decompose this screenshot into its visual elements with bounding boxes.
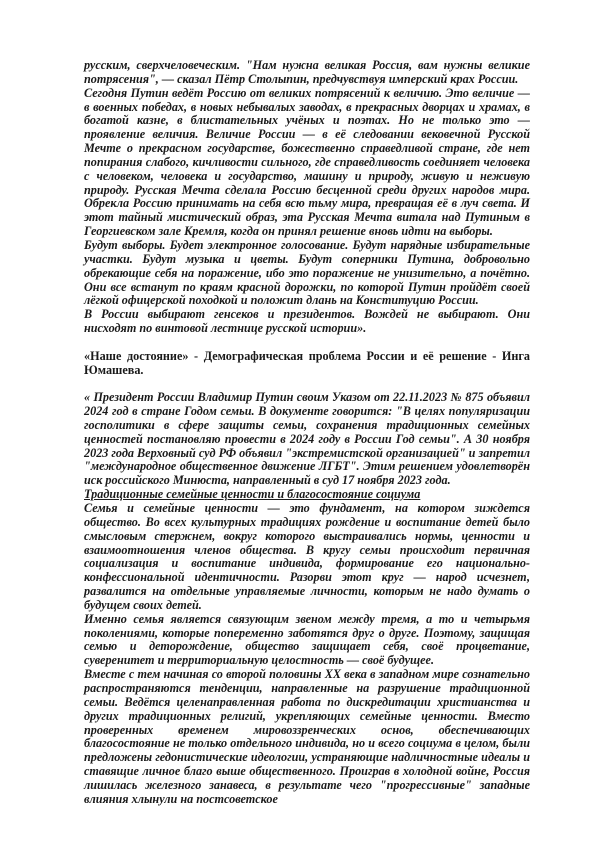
quote-paragraph-1: русским, сверхчеловеческим. "Нам нужна великая Россия, вам нужны великие потрясения", — сказал Пётр Столыпин, предчувствуя имперский крах России. [84,58,530,86]
quote-paragraph-4: В России выбирают генсеков и президентов. Вождей не выбирают. Они нисходят по винтовой лестнице русской истории». [84,307,530,336]
intro-paragraph: « Президент России Владимир Путин своим Указом от 22.11.2023 № 875 объявил 2024 год в стране Годом семьи. В документе говорится: "В целях популяризации госполитики в сфере защиты семьи, сохранения традиционных семейных ценностей постановляю провести в 2024 году в России Год семьи". А 30 ноября 2023 года Верховный суд РФ объявил "экстремистской организацией" и запретил "международное общественное движение ЛГБТ". Этим решением удовлетворён иск российского Минюста, направленный в суд 17 ноября 2023 года. [84,390,530,488]
quote-paragraph-2: Сегодня Путин ведёт Россию от великих потрясений к величию. Это величие — в военных победах, в новых небывалых заводах, в прекрасных дворцах и храмах, в богатой казне, в блистательных учёных и поэтах. Но не только это — проявление величия. Величие России — в её следовании вековечной Русской Мечте о прекрасном государстве, божественно справедливой стране, где нет попирания слабого, кичливости сильного, где справедливость соединяет человека с человеком, человека и государство, машину и природу, живую и неживую природу. Русская Мечта сделала Россию бесценной среди других народов мира. Обрекла Россию принимать на себя всю тьму мира, превращая её в луч света. И этот тайный мистический образ, эта Русская Мечта витала над Путиным в Георгиевском зале Кремля, когда он принял решение вновь идти на выборы. [84,85,530,239]
subheading: Традиционные семейные ценности и благосостояние социума [84,487,421,502]
body-paragraph-3: Вместе с тем начиная со второй половины XX века в западном мире сознательно распространяются тенденции, направленные на разрушение традиционной семьи. Ведётся целенаправленная работа по дискредитации христианства и других традиционных религий, укрепляющих семейные ценности. Вместо проверенных временем мировоззренческих основ, обеспечивающих благосостояние не только отдельного индивида, но и всего социума в целом, были предложены гедонистические идеологии, устраняющие надличностные идеалы и ставящие личное благо выше общественного. Проиграв в холодной войне, Россия лишилась железного занавеса, в результате чего "прогрессивные" западные влияния хлынули на постсоветское [84,667,530,806]
document-page [84,59,530,807]
body-paragraph-1: Семья и семейные ценности — это фундамент, на котором зиждется общество. Во всех культурных традициях рождение и воспитание детей было смысловым стержнем, вокруг которого выстраивались нормы, ценности и взаимоотношения членов общества. В кругу семьи происходит первичная социализация и воспитание индивида, формирование его национально-конфессиональной идентичности. Разорви этот круг — народ исчезнет, развалится на отдельные управляемые личности, которым не надо думать о будущем своих детей. [84,501,530,612]
spacer [84,336,530,350]
section-title: «Наше достояние» - Демографическая проблема России и её решение - Инга Юмашева. [84,348,530,377]
quote-paragraph-3: Будут выборы. Будет электронное голосование. Будут нарядные избирательные участки. Будут музыка и цветы. Будут соперники Путина, добровольно обрекающие себя на поражение, ибо это поражение не унизительно, а почётно. Они все встанут по краям красной дорожки, по которой Путин пройдёт своей лёгкой офицерской походкой и положит длань на Конституцию России. [84,237,530,308]
spacer [84,377,530,391]
body-paragraph-2: Именно семья является связующим звеном между тремя, а то и четырьмя поколениями, которые попеременно заботятся друг о друге. Поэтому, защищая семью и деторождение, общество защищает себя, своё процветание, суверенитет и территориальную целостность — своё будущее. [84,611,530,668]
